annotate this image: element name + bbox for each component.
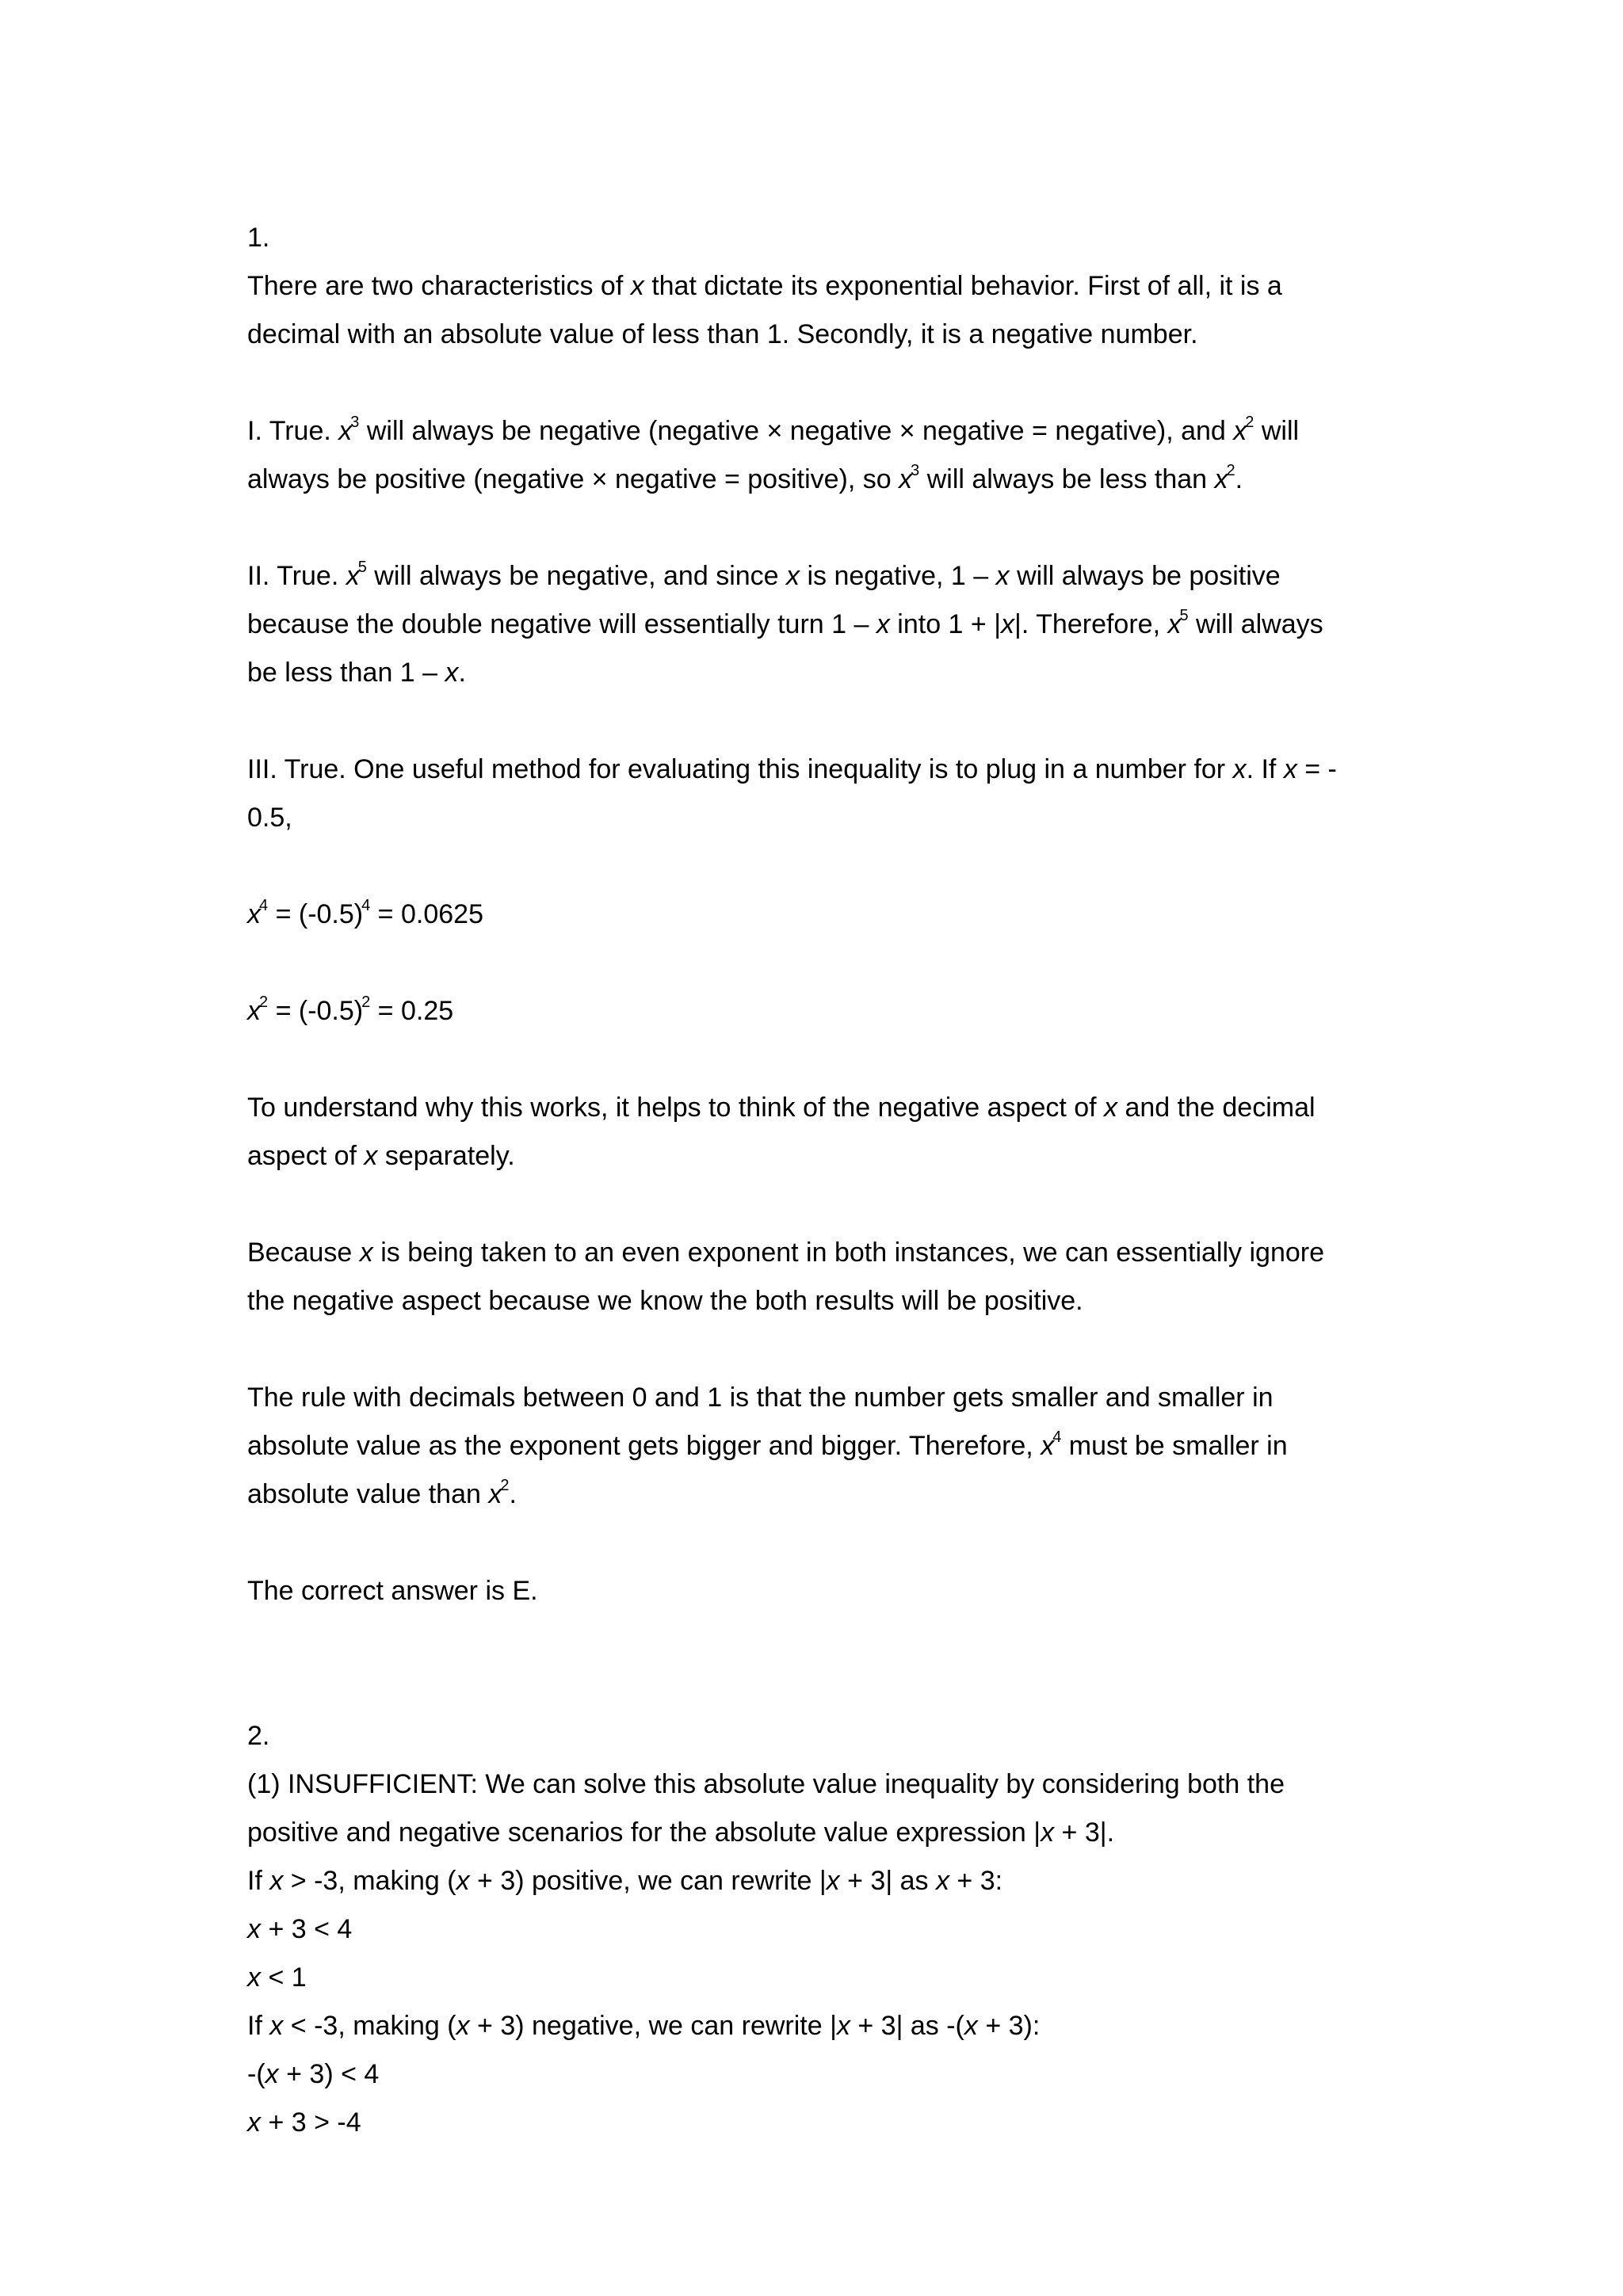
q1-paragraph-3-line-3: absolute value than $x^2$. bbox=[247, 1476, 517, 1509]
q1-paragraph-2-line-1: Because x is being taken to an even exponent in both instances, we can essentially ignore bbox=[247, 1238, 1324, 1268]
q2-line-4: x + 3 < 4 bbox=[247, 1914, 353, 1944]
q2-line-1: (1) INSUFFICIENT: We can solve this absolute value inequality by considering both the bbox=[247, 1769, 1285, 1799]
question-1-number: 1. bbox=[247, 223, 270, 253]
q1-intro-line-2: decimal with an absolute value of less than 1. Secondly, it is a negative number. bbox=[247, 319, 1198, 349]
q2-line-5: x < 1 bbox=[247, 1962, 307, 1993]
q2-line-3: If x > -3, making (x + 3) positive, we can rewrite |x + 3| as x + 3: bbox=[247, 1866, 1003, 1896]
question-2-number: 2. bbox=[247, 1721, 270, 1751]
q1-paragraph-3-line-2: absolute value as the exponent gets bigger and bigger. Therefore, $x^4$ must be smaller in bbox=[247, 1428, 1288, 1461]
q1-equation-x2: $x^2 = (-0.5)^2 = 0.25$ bbox=[247, 993, 454, 1026]
q1-statement-1-line-1: I. True. $x^3$ will always be negative (negative × negative × negative = negative), and $x^2$ will bbox=[247, 413, 1300, 446]
q1-equation-x4: $x^4 = (-0.5)^4 = 0.0625$ bbox=[247, 896, 483, 929]
q2-line-8: x + 3 > -4 bbox=[247, 2107, 361, 2138]
q1-paragraph-1-line-2: aspect of x separately. bbox=[247, 1141, 515, 1171]
q1-intro-line-1: There are two characteristics of x that dictate its exponential behavior. First of all, it is a bbox=[247, 271, 1282, 301]
q2-line-6: If x < -3, making (x + 3) negative, we can rewrite |x + 3| as -(x + 3): bbox=[247, 2011, 1041, 2041]
q1-paragraph-2-line-2: the negative aspect because we know the both results will be positive. bbox=[247, 1286, 1083, 1316]
q1-statement-2-line-1: II. True. $x^5$ will always be negative, and since x is negative, 1 – x will always be positive bbox=[247, 558, 1281, 591]
q2-line-7: -(x + 3) < 4 bbox=[247, 2059, 380, 2089]
q1-statement-3-line-2: 0.5, bbox=[247, 803, 292, 833]
q1-statement-2-line-2: because the double negative will essentially turn 1 – x into 1 + |x|. Therefore, $x^5$ will always bbox=[247, 606, 1323, 639]
q1-statement-1-line-2: always be positive (negative × negative = positive), so $x^3$ will always be less than $x^2$. bbox=[247, 461, 1243, 494]
q1-paragraph-3-line-1: The rule with decimals between 0 and 1 is that the number gets smaller and smaller in bbox=[247, 1383, 1274, 1413]
q1-paragraph-1-line-1: To understand why this works, it helps to think of the negative aspect of x and the decimal bbox=[247, 1093, 1316, 1123]
q1-statement-2-line-3: be less than 1 – x. bbox=[247, 658, 466, 688]
q2-line-2: positive and negative scenarios for the absolute value expression |x + 3|. bbox=[247, 1817, 1115, 1848]
q1-correct-answer: The correct answer is E. bbox=[247, 1576, 538, 1606]
document-page bbox=[247, 214, 1412, 2147]
q1-statement-3-line-1: III. True. One useful method for evaluating this inequality is to plug in a number for x. If x = - bbox=[247, 754, 1337, 784]
